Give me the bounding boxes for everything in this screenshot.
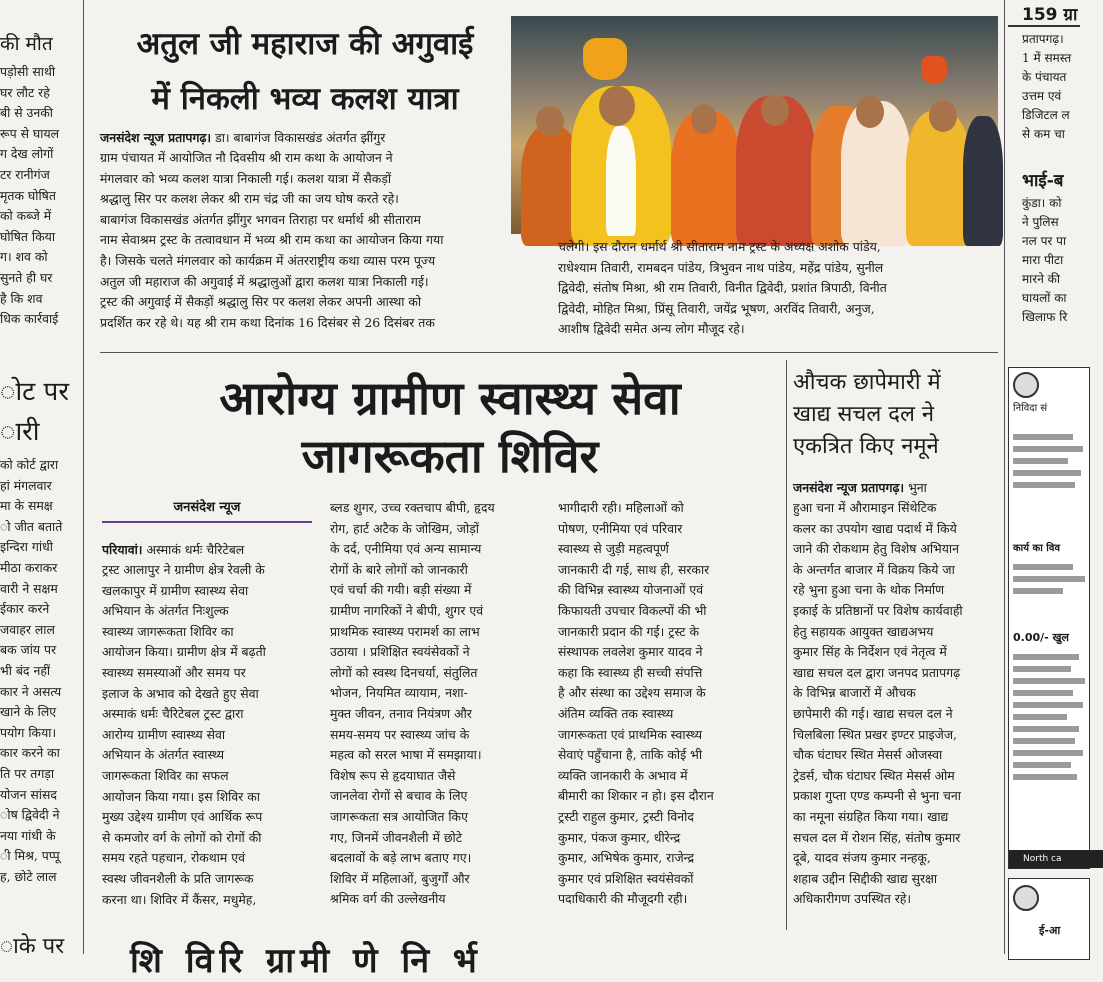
- notice-band: कार्य का विव: [1013, 543, 1061, 554]
- text-line: प्रदर्शित कर रहे थे। यह श्री राम कथा दिनांक 16 दिसंबर से 26 दिसंबर तक: [100, 314, 435, 330]
- text-line: ग्रामीण नागरिकों ने बीपी, शुगर एवं: [330, 602, 484, 618]
- text-line: कुंडा। को: [1022, 196, 1062, 210]
- text-line: प्रकाश गुप्ता एण्ड कम्पनी से भुना चना: [793, 788, 961, 804]
- text-line: मुक्त जीवन, तनाव नियंत्रण और: [330, 705, 472, 721]
- emblem-icon-2: [1013, 885, 1039, 911]
- text-line: इन्दिरा गांधी: [0, 539, 53, 555]
- text-line: प्रतापगढ़।: [1022, 32, 1064, 46]
- text-line: रोग, हार्ट अटैक के जोखिम, जोड़ों: [330, 520, 479, 536]
- left-story-text: [0, 62, 80, 330]
- text-line: सेवाएं पहुँचाना है, ताकि कोई भी: [558, 747, 703, 763]
- text-line: के विभिन्न बाजारों में औचक: [793, 685, 916, 701]
- story1-byline-line: [100, 128, 508, 149]
- text-line: बीमारी का शिकार न हो। इस दौरान: [558, 788, 714, 804]
- text-line: इलाज के अभाव को देखते हुए सेवा: [102, 685, 259, 701]
- notice2-title: ई-आ: [1039, 924, 1061, 937]
- story2-column3: [558, 498, 768, 910]
- text-line: योजन सांसद: [0, 786, 57, 802]
- story2-first-text: अस्माकं धर्मः चैरिटेबल: [146, 542, 245, 557]
- text-line: लोगों को स्वस्थ दिनचर्या, संतुलित: [330, 664, 478, 680]
- story1-rule: [100, 352, 998, 353]
- text-line: नया गांधी के: [0, 827, 56, 843]
- story1-headline-line1: अतुल जी महाराज की अगुवाई: [136, 26, 474, 62]
- text-line: से कमजोर वर्ग के लोगों को रोगों की: [102, 829, 262, 845]
- text-line: द्विवेदी, संतोष मिश्रा, श्री राम तिवारी, विनीत द्विवेदी, प्रशांत त्रिपाठी, विनीत: [558, 280, 887, 296]
- text-line: के अन्तर्गत बाजार में विक्रय किये जा: [793, 561, 955, 577]
- text-line: छापेमारी की गई। खाद्य सचल दल ने: [793, 705, 953, 721]
- text-line: ह, छोटे लाल: [0, 868, 57, 884]
- text-line: कलर का उपयोग खाद्य पदार्थ में किये: [793, 520, 957, 536]
- story3-first-text: भुना: [908, 480, 927, 495]
- column-divider-2: [786, 360, 787, 930]
- notice-footer-band: [1009, 850, 1103, 868]
- text-line: द्विवेदी, मोहित मिश्रा, प्रिंसू तिवारी, जयेंद्र भूषण, अरविंद तिवारी, अनुज,: [558, 300, 875, 316]
- text-line: डिजिटल ल: [1022, 108, 1070, 122]
- tender-notice: [1008, 367, 1090, 869]
- text-line: जागरूकता एवं प्राथमिक स्वास्थ्य: [558, 726, 703, 742]
- text-line: प्राथमिक स्वास्थ्य परामर्श का लाभ: [330, 623, 480, 639]
- text-line: सुनते ही घर: [0, 269, 53, 285]
- text-line: चिलबिला स्थित प्रखर इण्टर प्राइजेज,: [793, 726, 957, 742]
- text-line: जानलेवा रोगों से बचाव के लिए: [330, 788, 468, 804]
- text-line: घोषित किया: [0, 228, 56, 244]
- text-line: अभियान के अंतर्गत स्वास्थ्य: [102, 747, 225, 763]
- text-line: अंतिम व्यक्ति तक स्वास्थ्य: [558, 705, 674, 721]
- text-line: ट्रेडर्स, चौक घंटाघर स्थित मेसर्स ओम: [793, 767, 955, 783]
- notice-lines: [1009, 428, 1089, 494]
- right-headline-fragment: 159 ग्रा: [1022, 5, 1078, 25]
- text-line: ग। शव को: [0, 249, 48, 265]
- text-line: का नमूना संग्रहित किया गया। खाद्य: [793, 808, 949, 824]
- text-line: ी मिश्र, पप्पू: [0, 848, 60, 864]
- text-line: कुमार, पंकज कुमार, धीरेन्द्र: [558, 829, 681, 845]
- text-line: पदाधिकारी की मौजूदगी रही।: [558, 891, 688, 907]
- text-line: अभियान के अंतर्गत निःशुल्क: [102, 603, 229, 619]
- text-line: वारी ने सक्षम: [0, 580, 58, 596]
- text-line: चलेगी। इस दौरान धर्मार्थ श्री सीताराम नाम ट्रस्ट के अध्यक्ष अशोक पांडेय,: [558, 239, 881, 254]
- text-line: श्रमिक वर्ग की उल्लेखनीय: [330, 891, 446, 907]
- text-line: ोष द्विवेदी ने: [0, 807, 60, 823]
- text-line: को कोर्ट द्वारा: [0, 457, 59, 472]
- text-line: जवाहर लाल: [0, 621, 55, 637]
- text-line: बी से उनकी: [0, 105, 53, 121]
- text-line: मंगलवार को भव्य कलश यात्रा निकाली गई। कलश यात्रा में सैकड़ों: [100, 170, 392, 186]
- story3-headline-line1: औचक छापेमारी में: [793, 370, 941, 395]
- story3-headline-line2: खाद्य सचल दल ने: [793, 402, 935, 427]
- text-line: के पंचायत: [1022, 70, 1067, 84]
- text-line: है। जिसके चलते मंगलवार को कार्यक्रम में अंतरराष्ट्रीय कथा व्यास परम पूज्य: [100, 252, 436, 268]
- text-line: जागरूकता शिविर का सफल: [102, 767, 229, 783]
- text-line: मा के समक्ष: [0, 498, 53, 514]
- text-line: मारने की: [1022, 272, 1060, 286]
- text-line: से कम चा: [1022, 127, 1065, 141]
- text-line: रोगों के बारे लोगों को जानकारी: [330, 561, 468, 577]
- text-line: है और संस्था का उद्देश्य समाज के: [558, 685, 706, 701]
- story2-dateline: परियावां।: [102, 542, 143, 557]
- story1-column2: [558, 237, 998, 340]
- text-line: बदलावों के बड़े लाभ बताए गए।: [330, 850, 472, 866]
- text-line: राधेश्याम तिवारी, रामबदन पांडेय, त्रिभुवन नाथ पांडेय, महेंद्र पांडेय, सुनील: [558, 259, 884, 275]
- text-line: गए, जिनमें जीवनशैली में छोटे: [330, 829, 462, 845]
- story2-headline-line2: जागरूकता शिविर: [301, 429, 599, 483]
- story2-column2: [330, 498, 540, 910]
- text-line: भी बंद नहीं: [0, 662, 51, 678]
- text-line: पड़ोसी साथी: [0, 64, 56, 79]
- notice-title: निविदा सं: [1013, 403, 1048, 414]
- text-line: उठाया । प्रशिक्षित स्वयंसेवकों ने: [330, 644, 470, 660]
- text-line: हुआ चना में औरामाइन सिंथेटिक: [793, 500, 937, 515]
- text-line: घायलों का: [1022, 291, 1067, 305]
- text-line: हां मंगलवार: [0, 477, 52, 493]
- text-line: पोषण, एनीमिया एवं परिवार: [558, 520, 683, 536]
- text-line: भागीदारी रही। महिलाओं को: [558, 500, 684, 515]
- text-line: हेतु सहायक आयुक्त खाद्यअभय: [793, 623, 934, 639]
- text-line: ट्रस्ट की अगुवाई में सैकड़ों श्रद्धालु सिर पर कलश लेकर अपनी आस्था को: [100, 294, 422, 310]
- notice-footer: North ca: [1023, 854, 1062, 864]
- tender-notice-2: [1008, 878, 1090, 960]
- text-line: जागरूकता सत्र आयोजित किए: [330, 808, 468, 824]
- text-line: ने पुलिस: [1022, 215, 1059, 229]
- left-story2-text: [0, 455, 80, 887]
- text-line: रूप से घायल: [0, 125, 60, 141]
- text-line: जाने की रोकथाम हेतु विशेष अभियान: [793, 541, 960, 557]
- story2-byline: जनसंदेश न्यूज: [173, 500, 241, 515]
- text-line: मुख्य उद्देश्य ग्रामीण एवं आर्थिक रूप: [102, 809, 263, 825]
- text-line: किफायती उपचार विकल्पों की भी: [558, 602, 707, 618]
- text-line: करना था। शिविर में कैंसर, मधुमेह,: [102, 891, 257, 907]
- story2-first-line: [102, 540, 312, 561]
- text-line: आशीष द्विवेदी समेत अन्य लोग मौजूद रहे।: [558, 321, 745, 337]
- story2-byline-block: [102, 497, 312, 523]
- text-line: इकाई के प्रतिष्ठानों पर विशेष कार्यवाही: [793, 602, 963, 618]
- text-line: कार ने असत्य: [0, 683, 62, 699]
- text-line: धिक कार्रवाई: [0, 311, 59, 327]
- byline-underline: [102, 521, 312, 523]
- text-line: कुमार एवं प्रशिक्षित स्वयंसेवकों: [558, 870, 694, 886]
- text-line: ब्लड शुगर, उच्च रक्तचाप बीपी, हृदय: [330, 500, 495, 515]
- text-line: खिलाफ रि: [1022, 310, 1068, 324]
- text-line: स्वास्थ्य जागरूकता शिविर का: [102, 623, 234, 639]
- text-line: स्वास्थ्य समस्याओं और समय पर: [102, 664, 246, 680]
- text-line: उत्तम एवं: [1022, 89, 1062, 103]
- text-line: कुमार, अभिषेक कुमार, राजेन्द्र: [558, 850, 695, 866]
- left-bottom-fragment: ाके पर: [0, 934, 65, 959]
- text-line: ग्राम पंचायत में आयोजित नौ दिवसीय श्री राम कथा के आयोजन ने: [100, 150, 393, 165]
- text-line: स्वस्थ जीवनशैली के प्रति जागरूक: [102, 870, 254, 886]
- emblem-icon: [1013, 372, 1039, 398]
- right-headline-rule: [1008, 25, 1080, 27]
- right-headline2-fragment: भाई-ब: [1022, 171, 1064, 191]
- text-line: ट्रस्ट आलापुर ने ग्रामीण क्षेत्र रेवली के: [102, 562, 265, 577]
- story2-column1: [102, 560, 312, 910]
- text-line: अतुल जी महाराज की अगुवाई में श्रद्धालुओं द्वारा कलश यात्रा निकाली गई।: [100, 273, 429, 289]
- text-line: के दर्द, एनीमिया एवं अन्य सामान्य: [330, 541, 482, 557]
- text-line: आयोजन किया। ग्रामीण क्षेत्र में बढ़ती: [102, 644, 266, 660]
- text-line: नल पर पा: [1022, 234, 1067, 248]
- text-line: अधिकारीगण उपस्थित रहे।: [793, 891, 912, 907]
- text-line: ट्रस्टी राहुल कुमार, ट्रस्टी विनोद: [558, 808, 694, 824]
- text-line: बक जांय पर: [0, 642, 57, 658]
- kalash-yatra-photo: [511, 16, 998, 234]
- left-headline2-line2: ारी: [0, 417, 40, 447]
- story1-byline: जनसंदेश न्यूज प्रतापगढ़।: [100, 130, 212, 145]
- text-line: ति पर तगड़ा: [0, 765, 55, 781]
- text-line: नाम सेवाश्रम ट्रस्ट के तत्वावधान में भव्य श्री राम कथा का आयोजन किया गया: [100, 232, 444, 248]
- text-line: जानकारी दी गई, साथ ही, सरकार: [558, 561, 710, 577]
- text-line: खाने के लिए: [0, 704, 57, 720]
- story2-headline-line1: आरोग्य ग्रामीण स्वास्थ्य सेवा: [219, 371, 681, 425]
- text-line: जानकारी प्रदान की गई। ट्रस्ट के: [558, 623, 699, 639]
- text-line: संस्थापक लवलेश कुमार यादव ने: [558, 644, 703, 660]
- text-line: घर लौट रहे: [0, 84, 50, 100]
- text-line: शहाब उद्दीन सिद्दीकी खाद्य सुरक्षा: [793, 870, 938, 886]
- text-line: खलकापुर में ग्रामीण स्वास्थ्य सेवा: [102, 582, 249, 598]
- right-story2-text: [1022, 194, 1094, 327]
- text-line: शिविर में महिलाओं, बुजुर्गों और: [330, 870, 470, 886]
- story3-body: [793, 498, 998, 910]
- text-line: कहा कि स्वास्थ्य ही सच्ची संपत्ति: [558, 664, 703, 680]
- column-divider-3: [1004, 0, 1005, 954]
- text-line: एवं चर्चा की गयी। बड़ी संख्या में: [330, 582, 472, 598]
- text-line: ो जीत बताते: [0, 518, 63, 534]
- text-line: समय रहते पहचान, रोकथाम एवं: [102, 850, 246, 866]
- text-line: अस्माकं धर्मः चैरिटेबल ट्रस्ट द्वारा: [102, 706, 244, 722]
- text-line: चौक घंटाघर स्थित मेसर्स ओजस्वा: [793, 747, 943, 763]
- text-line: ग देख लोगों: [0, 146, 54, 162]
- text-line: कार करने का: [0, 745, 60, 761]
- text-line: भोजन, नियमित व्यायाम, नशा-: [330, 685, 468, 701]
- text-line: मीठा कराकर: [0, 559, 58, 575]
- text-line: है कि शव: [0, 290, 43, 306]
- text-line: विशेष रूप से हृदयाघात जैसे: [330, 767, 456, 783]
- text-line: खाद्य सचल दल द्वारा जनपद प्रतापगढ़: [793, 664, 961, 680]
- text-line: समय-समय पर स्वास्थ्य जांच के: [330, 726, 470, 742]
- text-line: कुमार सिंह के निर्देशन एवं नेतृत्व में: [793, 644, 947, 660]
- story1-column1: [100, 148, 540, 333]
- story3-headline-line3: एकत्रित किए नमूने: [793, 434, 939, 459]
- text-line: बाबागंज विकासखंड अंतर्गत झींगुर भगवन तिराहा पर धर्मार्थ श्री सीताराम: [100, 211, 421, 227]
- story1-headline-line2: में निकली भव्य कलश यात्रा: [151, 81, 459, 117]
- right-cutoff-column: [1008, 0, 1080, 954]
- text-line: सचल दल में रोशन सिंह, संतोष कुमार: [793, 829, 961, 845]
- story3-byline-line: [793, 478, 998, 499]
- text-line: ईकार करने: [0, 601, 50, 617]
- text-line: 1 में समस्त: [1022, 51, 1072, 65]
- text-line: आयोजन किया गया। इस शिविर का: [102, 788, 260, 804]
- text-line: स्वास्थ्य से जुड़ी महत्वपूर्ण: [558, 541, 669, 557]
- bottom-headline-fragment: शि विरि ग्रामी णे नि र्भ: [130, 941, 483, 981]
- text-line: पयोग किया।: [0, 724, 57, 740]
- text-line: महत्व को सरल भाषा में समझाया।: [330, 747, 482, 763]
- text-line: श्रद्धालु सिर पर कलश लेकर श्री राम चंद्र जी का जय घोष करते रहे।: [100, 191, 399, 207]
- left-headline-fragment: की मौत: [0, 33, 53, 55]
- text-line: दूबे, यादव संजय कुमार नन्हकू,: [793, 850, 931, 866]
- right-story-text: [1022, 30, 1094, 144]
- text-line: टर रानीगंज: [0, 166, 50, 182]
- text-line: मारा पीटा: [1022, 253, 1064, 267]
- text-line: व्यक्ति जानकारी के अभाव में: [558, 767, 688, 783]
- text-line: मृतक घोषित: [0, 187, 56, 203]
- column-divider: [83, 0, 84, 954]
- text-line: की विभिन्न स्वास्थ्य योजनाओं एवं: [558, 582, 704, 598]
- text-line: रहे भुना हुआ चना के थोक निर्माण: [793, 582, 945, 598]
- left-cutoff-column: [0, 0, 80, 959]
- text-line: को कब्जे में: [0, 208, 52, 224]
- story3-byline: जनसंदेश न्यूज प्रतापगढ़।: [793, 480, 905, 495]
- story1-first-line: डा। बाबागंज विकासखंड अंतर्गत झींगुर: [215, 130, 386, 145]
- notice-amount: 0.00/- खुल: [1013, 631, 1070, 644]
- text-line: आरोग्य ग्रामीण स्वास्थ्य सेवा: [102, 726, 226, 742]
- left-headline2-line1: ोट पर: [0, 377, 69, 407]
